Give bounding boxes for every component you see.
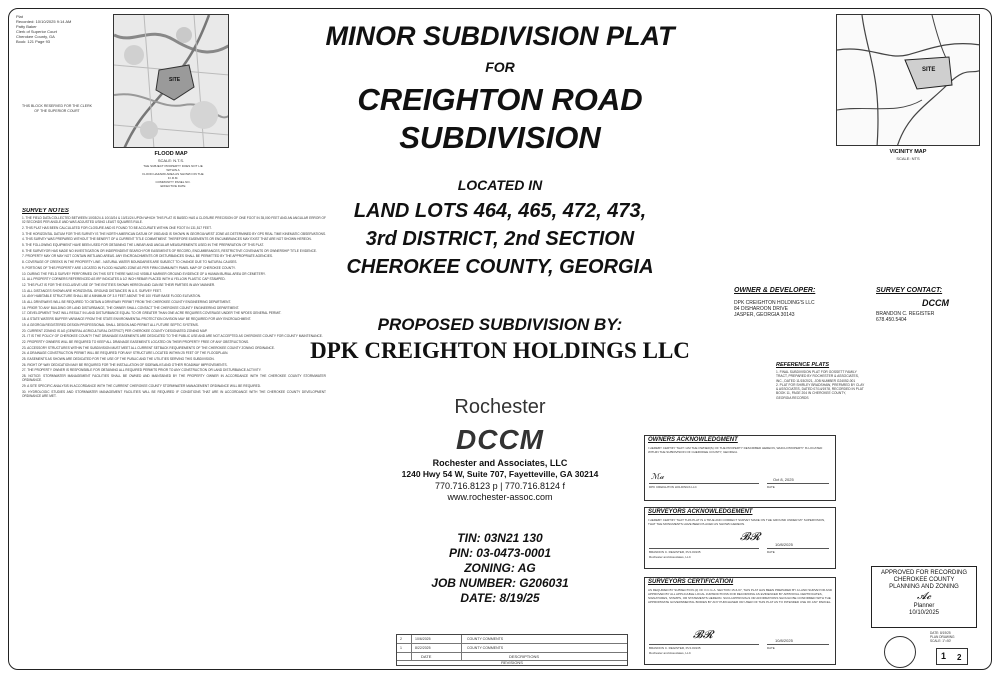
owners-signature-date: Oct 8, 2025 bbox=[773, 477, 794, 482]
certification-date: 10/8/2025 bbox=[775, 638, 793, 643]
located-in: LOCATED IN bbox=[457, 177, 543, 193]
flood-map bbox=[113, 14, 229, 148]
sheet-number-box bbox=[936, 648, 968, 665]
project-pin: PIN: 03-0473-0001 bbox=[448, 546, 552, 560]
survey-notes bbox=[22, 208, 326, 668]
owners-acknowledgment-box bbox=[644, 435, 836, 501]
owners-acknowledgment-text: I HEREBY CERTIFY THAT I AM THE OWNER(S) OF THE PROPERTY DESCRIBED HEREON, WHICH PROPERTY IS LOCATED WITHIN THE SUBDIVISION OF CHEROKEE COUNTY, GEORGIA. bbox=[648, 446, 823, 454]
owner-line: JASPER, GEORGIA 30143 bbox=[734, 312, 795, 318]
reference-line: 2. PLAT FOR SHIRLEY BRADSHAW, PREPARED BY CLAY bbox=[776, 382, 865, 387]
engineer-address: 1240 Hwy 54 W, Suite 707, Fayetteville, GA 30214 bbox=[401, 469, 599, 479]
reference-plats-header: REFERENCE PLATS bbox=[776, 362, 830, 368]
survey-note: 29. A SITE SPECIFIC ANALYSIS IN ACCORDANCE WITH THE CURRENT CHEROKEE COUNTY STORMWATER MANAGEMENT ORDINANCE WILL BE REQUIRED. bbox=[22, 384, 261, 389]
flood-map-note: THE SUBJECT PROPERTY DOES NOT LIE WITHIN A bbox=[143, 164, 203, 172]
survey-note: 9. PORTIONS OF THIS PROPERTY ARE LOCATED IN FLOOD HAZARD ZONE AS PER FIRM COMMUNITY PANEL MAP OF CHEROKEE COUNTY. bbox=[22, 265, 236, 270]
revision-number: 2 bbox=[400, 637, 402, 641]
approval-line: CHEROKEE COUNTY bbox=[893, 577, 955, 583]
plat-title-for: FOR bbox=[485, 59, 515, 75]
vicinity-map-scale: SCALE: NTS bbox=[896, 156, 920, 161]
revision-date: 10/6/2025 bbox=[415, 637, 431, 641]
subdivision-name: CREIGHTON ROAD bbox=[357, 82, 643, 117]
survey-contact-line: 678.450.5404 bbox=[876, 317, 907, 323]
surveyors-acknowledgement-text: I HEREBY CERTIFY THAT THIS PLAT IS A TRUE AND CORRECT SURVEY MADE ON THE GROUND UNDER MY SUPERVISION, THAT THE MONUMENTS HAVE BEEN PLACED AS SHOWN HEREON. bbox=[648, 518, 825, 526]
certification-signature-line bbox=[649, 644, 759, 645]
sheet-date-line: SCALE: 1"=50' bbox=[930, 639, 952, 643]
reference-line: BOOK 11, PAGE 204 IN CHEROKEE COUNTY, bbox=[776, 391, 846, 396]
sheet-number: 1 bbox=[941, 651, 947, 661]
sheet-of: 2 bbox=[957, 653, 962, 662]
engineer-logo: DCCM bbox=[456, 424, 544, 455]
survey-contact-line: BRANDON C. REGISTER bbox=[876, 311, 935, 317]
survey-contact-header: SURVEY CONTACT: bbox=[876, 287, 943, 294]
surveyor-signature-line bbox=[649, 548, 759, 549]
survey-note: 2. THIS PLAT HAS BEEN CALCULATED FOR CLOSURE AND IS FOUND TO BE ACCURATE WITHIN ONE FOOT IN 131,517 FEET. bbox=[22, 225, 212, 230]
district: 3rd DISTRICT, 2nd SECTION bbox=[365, 228, 635, 250]
revision-number: 1 bbox=[400, 646, 402, 650]
owners-signature-label: DPK CREIGHTON HOLDINGS LLC bbox=[649, 485, 697, 489]
flood-map-site-label: SITE bbox=[169, 77, 181, 83]
survey-note: 25. EASEMENTS AS SHOWN ARE DEDICATED FOR THE USE OF THE PUBLIC AND THE UTILITIES SERVING THIS SUBDIVISION. bbox=[22, 357, 215, 362]
survey-note: 1. THE FIELD DATA COLLECTED BETWEEN 10/03/24 & 10/10/24 & 10/31/24 UPON WHICH THIS PLAT IS BASED HAS A CLOSURE PRECISION OF ONE FOOT IN 35,000 FEET AND AN ANGULAR ERROR OF 02 SECONDS PER ANGLE AND WAS ADJUSTED USING LEAST SQUARES RULE. bbox=[22, 216, 326, 225]
survey-note: 21. IT IS THE POLICY OF CHEROKEE COUNTY THAT DRAINAGE EASEMENTS ARE DEDICATED TO THE PUBLIC USE AND ARE NOT ACCEPTED AS CHEROKEE COUNTY FOR COUNTY MAINTENANCE. bbox=[22, 334, 323, 339]
vicinity-map-site-label: SITE bbox=[922, 67, 936, 73]
owners-signature: ℳ𝒶 bbox=[651, 472, 664, 481]
certification-date-label: DATE bbox=[767, 646, 775, 650]
recording-line: Book: 121 Page 93 bbox=[16, 39, 51, 44]
certification-signature-sub: Rochester and Associates, LLC bbox=[649, 651, 691, 655]
survey-note: 15. ALL DRIVEWAYS WILL BE REQUIRED TO OBTAIN A DRIVEWAY PERMIT FROM THE CHEROKEE COUNTY ENGINEERING DEPARTMENT. bbox=[22, 300, 231, 305]
survey-note: 7. PROPERTY MAY OR MAY NOT CONTAIN WETLAND AREAS. ANY ENCROACHMENTS OR DISTURBANCES SHALL BE PERMITTED BY THE APPROPRIATE AGENCIES. bbox=[22, 254, 273, 259]
survey-note: 24. A DRAINAGE CONSTRUCTION PERMIT WILL BE REQUIRED FOR ANY STRUCTURE LOCATED WITHIN 25 FEET OF THE FLOODPLAIN. bbox=[22, 351, 229, 356]
survey-note: 17. DEVELOPMENT THAT WILL RESULT IN LAND DISTURBANCE EQUAL TO OR GREATER THAN ONE ACRE REQUIRES COVERAGE UNDER THE NPDES GENERAL PERMIT. bbox=[22, 311, 282, 316]
survey-contact-info bbox=[876, 311, 976, 323]
approval-date: 10/10/2025 bbox=[908, 610, 940, 616]
survey-note: 18. A STATE WATERS BUFFER VARIANCE FROM THE STATE ENVIRONMENTAL PROTECTION DIVISION MAY BE REQUIRED FOR ANY ENCROACHMENT. bbox=[22, 317, 252, 322]
surveyors-acknowledgement-box bbox=[644, 507, 836, 569]
reference-plats bbox=[776, 370, 916, 400]
engineer-website: www.rochester-assoc.com bbox=[447, 492, 553, 502]
owner-developer-header: OWNER & DEVELOPER: bbox=[734, 287, 816, 294]
recording-line: Cherokee County, GA bbox=[16, 34, 55, 39]
flood-map-title: FLOOD MAP bbox=[154, 151, 188, 157]
revision-row bbox=[397, 644, 627, 653]
surveyor-date-line bbox=[767, 548, 829, 549]
engineer-name: Rochester bbox=[454, 396, 546, 418]
sheet-date-info bbox=[930, 631, 976, 643]
survey-note: 4. THIS SURVEY WAS PREPARED WITHOUT THE BENEFIT OF A CURRENT TITLE COMMITMENT. THEREFORE EASEMENTS OR ENCUMBRANCES MAY EXIST THAT ARE NOT SHOWN HEREON. bbox=[22, 237, 312, 242]
survey-note: 14. ANY HABITABLE STRUCTURE SHALL BE A MINIMUM OF 3.0 FEET ABOVE THE 100 YEAR BASE FLOOD ELEVATION. bbox=[22, 294, 201, 299]
engineer-phone: 770.716.8123 p | 770.716.8124 f bbox=[435, 481, 565, 491]
recording-line: Plat bbox=[16, 14, 23, 19]
vicinity-map-graphic bbox=[837, 15, 980, 146]
clerk-block-label: THIS BLOCK RESERVED FOR THE CLERK OF THE SUPERIOR COURT bbox=[22, 104, 92, 113]
survey-note: 22. PROPERTY OWNERS WILL BE REQUIRED TO KEEP ALL DRAINAGE EASEMENTS LOCATED ON THEIR PROPERTY FREE OF ANY OBSTRUCTIONS. bbox=[22, 339, 249, 344]
survey-note: 6. THE SURVEYOR HAS MADE NO INVESTIGATION OR INDEPENDENT SEARCH FOR EASEMENTS OF RECORD, ENCUMBRANCES, RESTRICTIVE COVENANTS OR OWNERSHIP TITLE EVIDENCE. bbox=[22, 248, 317, 253]
survey-notes-list bbox=[22, 216, 326, 398]
survey-note: 23. ACCESSORY STRUCTURES WITHIN THE SUBDIVISION MUST MEET ALL CURRENT SETBACK REQUIREMENTS OF THE CHEROKEE COUNTY ZONING ORDINANCE. bbox=[22, 345, 275, 350]
owner-line: 84 DISHAROON DRIVE bbox=[734, 306, 788, 312]
revision-col-date: DATE bbox=[421, 654, 432, 659]
revisions-title: REVISIONS bbox=[501, 660, 523, 665]
land-lots: LAND LOTS 464, 465, 472, 473, bbox=[353, 200, 647, 222]
flood-map-note: COMMUNITY PANEL NO. bbox=[155, 180, 191, 184]
reference-line: TRACT, PREPARED BY ROCHESTER & ASSOCIATES, bbox=[776, 374, 859, 379]
engineer-company: Rochester and Associates, LLC bbox=[432, 458, 568, 468]
survey-note: 30. HYDROLOGIC STUDIES AND STORMWATER MANAGEMENT FACILITIES WILL BE REQUIRED IF CONDITIONS THAT ARE IN ACCORDANCE WITH THE CHEROKEE COUNTY DEVELOPMENT ORDINANCE ARE MET. bbox=[22, 389, 326, 398]
revision-date: 8/22/2025 bbox=[415, 646, 431, 650]
revision-description: COUNTY COMMENTS bbox=[467, 637, 504, 641]
approval-stamp bbox=[871, 566, 977, 628]
survey-note: 19. A GEORGIA REGISTERED DESIGN PROFESSIONAL SHALL DESIGN AND PERMIT ALL FUTURE SEPTIC SYSTEMS. bbox=[22, 322, 199, 327]
survey-note: 26. RIGHT OF WAY DEDICATION MAY BE REQUIRED FOR THE INSTALLATION OF SIDEWALKS AND OTHER ROADWAY IMPROVEMENTS. bbox=[22, 362, 228, 367]
county: CHEROKEE COUNTY, GEORGIA bbox=[346, 256, 654, 278]
owners-signature-line bbox=[649, 483, 759, 484]
flood-map-note: EFFECTIVE DATE bbox=[160, 184, 186, 188]
owner-line: DPK CREIGHTON HOLDING'S LLC bbox=[734, 300, 815, 306]
vicinity-map bbox=[836, 14, 980, 146]
reference-line: 1. FINAL SUBDIVISION PLAT FOR GOSSETT FAMILY bbox=[776, 370, 857, 374]
plat-title: MINOR SUBDIVISION PLAT bbox=[325, 21, 675, 51]
surveyor-date-label: DATE bbox=[767, 550, 775, 554]
certification-signature-label: BRANDON C. REGISTER, PLS #3135 bbox=[649, 646, 701, 650]
sheet-date-line: PLAN DRAWING bbox=[930, 635, 955, 639]
survey-note: 10. DURING THE FIELD SURVEY PERFORMED ON THIS SITE THERE WAS NO VISIBLE MARKER GROUND EVIDENCE OF A HUMAN BURIAL AREA OR CEMETERY. bbox=[22, 271, 266, 276]
revision-column-divider bbox=[461, 635, 462, 660]
approval-line: APPROVED FOR RECORDING bbox=[880, 570, 967, 576]
surveyor-date: 10/8/2025 bbox=[775, 542, 793, 547]
county-seal bbox=[884, 636, 916, 668]
revision-row bbox=[397, 635, 627, 644]
project-date: DATE: 8/19/25 bbox=[460, 591, 540, 605]
recording-line: Patty Baker bbox=[16, 24, 37, 29]
developer-name: DPK CREIGHTON HOLDINGS LLC bbox=[310, 338, 690, 363]
certification-signature: 𝓑𝓡 bbox=[693, 628, 713, 641]
flood-map-note: FLOOD HAZARD AREA AS SHOWN ON THE F.I.R.M. bbox=[142, 172, 204, 180]
recording-stamp bbox=[16, 14, 96, 44]
reference-line: & ASSOCIATES, DATED 07/14/1978, RECORDED IN PLAT bbox=[776, 387, 864, 392]
approval-role: Planner bbox=[913, 603, 935, 609]
approval-line: PLANNING AND ZONING bbox=[889, 584, 959, 590]
revisions-table bbox=[396, 634, 628, 666]
survey-notes-header: SURVEY NOTES bbox=[22, 208, 69, 214]
owners-acknowledgment-header: OWNERS ACKNOWLEDGMENT bbox=[648, 437, 738, 443]
vicinity-map-title: VICINITY MAP bbox=[889, 149, 927, 155]
surveyors-acknowledgement-header: SURVEYORS ACKNOWLEDGEMENT bbox=[648, 509, 753, 515]
surveyors-certification-box bbox=[644, 577, 836, 665]
survey-note: 11. ALL PROPERTY CORNERS REFERENCED AS IRF INDICATES A 1/2 INCH REBAR PLACED WITH A YELLOW PLASTIC CAP STAMPED. bbox=[22, 277, 226, 282]
survey-contact-logo: DCCM bbox=[922, 298, 949, 308]
flood-map-scale: SCALE: N.T.S. bbox=[157, 158, 185, 163]
reference-line: GEORGIA RECORDS bbox=[776, 395, 809, 400]
recording-line: Recorded: 10/10/2025 9:14 AM bbox=[16, 19, 72, 24]
survey-note: 28. NOTICE: STORMWATER MANAGEMENT FACILITIES SHALL BE OWNED AND MAINTAINED BY THE PROPERTY OWNER IN ACCORDANCE WITH THE CHEROKEE COUNTY STORMWATER ORDINANCE. bbox=[22, 374, 326, 383]
owner-developer-info bbox=[734, 300, 844, 318]
surveyors-certification-header: SURVEYORS CERTIFICATION bbox=[648, 579, 734, 585]
project-zoning: ZONING: AG bbox=[464, 561, 536, 575]
revision-description: COUNTY COMMENTS bbox=[467, 646, 504, 650]
survey-note: 8. COVERAGE OF CREEKS IN THE PROPERTY LINE - NATURAL WATER BOUNDARIES ARE SUBJECT TO CHANGE DUE TO NATURAL CAUSES. bbox=[22, 260, 238, 265]
survey-note: 3. THE HORIZONTAL DATUM FOR THIS SURVEY IS THE NORTH AMERICAN DATUM OF 1983 AND IS SHOWN IN GEORGIA WEST ZONE AS DETERMINED BY GPS REAL TIME KINEMATIC OBSERVATIONS. bbox=[22, 231, 326, 236]
certification-date-line bbox=[767, 644, 829, 645]
surveyor-signature-label: BRANDON C. REGISTER, PLS #3135 bbox=[649, 550, 701, 554]
recording-line: Clerk of Superior Court bbox=[16, 29, 57, 34]
survey-note: 20. CURRENT ZONING IS AG (GENERAL AGRICULTURAL DISTRICT) PER CHEROKEE COUNTY DESIGNATED ZONING MAP. bbox=[22, 328, 208, 333]
reference-line: INC., DATED 11/15/2021, JOB NUMBER G24052-001 bbox=[776, 378, 856, 383]
project-tin: TIN: 03N21 130 bbox=[457, 531, 543, 545]
survey-note: 13. ALL DISTANCES SHOWN ARE HORIZONTAL GROUND DISTANCES IN U.S. SURVEY FEET. bbox=[22, 288, 162, 293]
survey-note: 12. THIS PLAT IS FOR THE EXCLUSIVE USE OF THE ENTITIES SHOWN HEREON AND CAN BE THEIR PARTIES IN ANY MANNER. bbox=[22, 282, 216, 287]
subdivision-name-2: SUBDIVISION bbox=[399, 120, 601, 155]
owners-date-label: DATE bbox=[767, 485, 775, 489]
proposed-by: PROPOSED SUBDIVISION BY: bbox=[377, 315, 623, 334]
flood-map-notes bbox=[138, 164, 208, 188]
revision-col-description: DESCRIPTIONS bbox=[509, 654, 540, 659]
revision-column-divider bbox=[411, 635, 412, 660]
owners-date-line bbox=[767, 483, 829, 484]
sheet-date-line: DATE: 8/19/25 bbox=[930, 631, 951, 635]
surveyor-signature: 𝓑𝓡 bbox=[740, 530, 760, 543]
survey-note: 16. PRIOR TO ANY BUILDING OR LAND DISTURBANCE, THE OWNER SHALL CONTACT THE CHEROKEE COUNTY ENGINEERING DEPARTMENT. bbox=[22, 305, 240, 310]
survey-note: 5. THE FOLLOWING EQUIPMENT HAVE BEEN USED FOR OBTAINING THE LINEAR AND ANGULAR MEASUREMENTS USED IN THE PREPARATION OF THIS PLAT. bbox=[22, 243, 264, 248]
approval-signature: 𝓐𝓬 bbox=[916, 591, 932, 602]
surveyors-certification-text: AS REQUIRED BY SUBSECTION (d) OF O.C.G.A. SECTION 15-6-67, THIS PLAT HAS BEEN PREPARED BY A LAND SURVEYOR AND APPROVED BY ALL APPLICABLE LOCAL JURISDICTIONS FOR RECORDING AS EVIDENCED BY APPROVAL CERTIFICATES, SIGNATURES, STAMPS, OR STATEMENTS HEREON. SUCH APPROVALS OR AFFIRMATIONS SHOULD BE CONFIRMED WITH THE APPROPRIATE GOVERNMENTAL BODIES BY ANY PURCHASER OR USER OF THIS PLAT AS TO INTENDED USE OF ANY PARCEL. bbox=[648, 588, 832, 604]
surveyor-signature-sub: Rochester and Associates, LLC bbox=[649, 555, 691, 559]
project-job-number: JOB NUMBER: G206031 bbox=[431, 576, 569, 590]
survey-note: 27. THE PROPERTY OWNER IS RESPONSIBLE FOR OBTAINING ALL REQUIRED PERMITS PRIOR TO ANY CONSTRUCTION OR LAND DISTURBANCE ACTIVITY. bbox=[22, 368, 262, 373]
